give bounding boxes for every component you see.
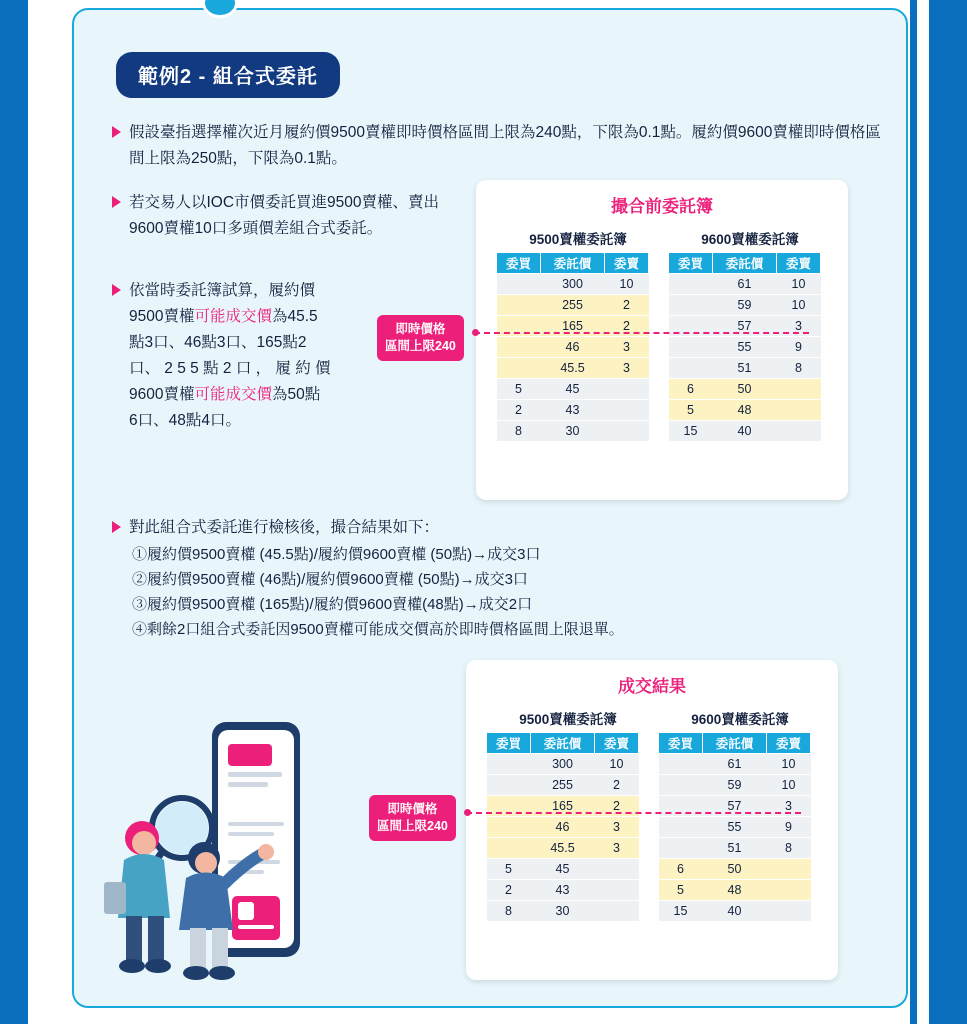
book-right-title-result: 9600賣權委託簿	[691, 712, 789, 727]
cell-price: 40	[713, 421, 777, 442]
cell-buy: 6	[669, 379, 713, 400]
table-row	[669, 337, 821, 358]
cell-sell	[605, 400, 649, 421]
cell-price: 45.5	[531, 838, 595, 859]
table-row	[659, 859, 811, 880]
cell-buy	[669, 337, 713, 358]
cell-price: 46	[531, 817, 595, 838]
cell-buy: 5	[497, 379, 541, 400]
col-header-price: 委託價	[713, 253, 777, 274]
cell-buy	[497, 337, 541, 358]
cell-sell	[767, 901, 811, 922]
bullet3-seg-6: 口、 2 5 5 點 2 口 ， 履 約 價	[129, 360, 331, 377]
bullet-item-2	[112, 190, 442, 242]
section-title: 範例2 - 組合式委託	[116, 52, 340, 98]
cell-buy: 5	[487, 859, 531, 880]
bullet3-seg-3: 可能成交價	[194, 308, 272, 325]
cell-price: 48	[703, 880, 767, 901]
cell-sell	[767, 859, 811, 880]
table-row	[487, 859, 639, 880]
cell-price: 46	[541, 337, 605, 358]
cell-sell	[777, 421, 821, 442]
cell-price: 45	[531, 859, 595, 880]
bullet-text-2: 若交易人以IOC市價委託買進9500賣權、賣出9600賣權10口多頭價差組合式委託。	[129, 194, 440, 237]
cell-buy	[497, 274, 541, 295]
cell-price: 43	[541, 400, 605, 421]
callout-line-1: 即時價格	[395, 322, 446, 336]
cell-buy: 15	[659, 901, 703, 922]
order-book-table-right-result	[658, 732, 811, 922]
table-row	[487, 901, 639, 922]
cell-sell	[767, 880, 811, 901]
cell-sell	[595, 859, 639, 880]
bullet-item-1	[112, 120, 887, 172]
bullet-text-1: 假設臺指選擇權次近月履約價9500賣權即時價格區間上限為240點，下限為0.1點。履約價9600賣權即時價格區間上限為250點，下限為0.1點。	[129, 124, 881, 167]
cell-sell: 10	[777, 295, 821, 316]
table-header-row	[669, 253, 821, 274]
table-row	[659, 817, 811, 838]
col-header-buy: 委買	[487, 733, 531, 754]
table-row	[497, 337, 649, 358]
table-row	[659, 754, 811, 775]
callout-dashed-line-bottom	[466, 812, 801, 814]
cell-sell: 3	[595, 817, 639, 838]
cell-sell: 8	[767, 838, 811, 859]
bullet3-seg-10: 6口、48點4口。	[129, 412, 241, 429]
triangle-bullet-icon	[112, 126, 121, 138]
table-row	[669, 400, 821, 421]
col-header-price: 委託價	[531, 733, 595, 754]
left-white-gap	[28, 0, 38, 1024]
cell-price: 55	[703, 817, 767, 838]
order-book-table-left-before	[496, 252, 649, 442]
cell-price: 45	[541, 379, 605, 400]
table-row	[487, 838, 639, 859]
cell-sell	[595, 901, 639, 922]
right-blue-rail-thin	[910, 0, 917, 1024]
cell-price: 59	[703, 775, 767, 796]
list-item: ①履約價9500賣權 (45.5點)/履約價9600賣權 (50點)→成交3口	[132, 546, 541, 563]
table-row	[487, 817, 639, 838]
table-row	[497, 295, 649, 316]
col-header-sell: 委賣	[605, 253, 649, 274]
cell-buy: 8	[497, 421, 541, 442]
cell-sell: 3	[777, 316, 821, 337]
book-right-title-before: 9600賣權委託簿	[701, 232, 799, 247]
cell-sell: 2	[605, 316, 649, 337]
table-row	[497, 274, 649, 295]
cell-sell: 2	[595, 775, 639, 796]
cell-sell: 2	[605, 295, 649, 316]
table-row	[497, 379, 649, 400]
cell-price: 51	[703, 838, 767, 859]
cell-price: 59	[713, 295, 777, 316]
match-result-list	[132, 542, 624, 642]
bullet-text-4: 對此組合式委託進行檢核後，撮合結果如下：	[129, 519, 440, 536]
table-body-right-before	[669, 274, 821, 442]
list-item: ④剩餘2口組合式委託因9500賣權可能成交價高於即時價格區間上限退單。	[132, 621, 624, 638]
col-header-price: 委託價	[541, 253, 605, 274]
list-item: ③履約價9500賣權 (165點)/履約價9600賣權(48點)→成交2口	[132, 596, 533, 613]
cell-price: 50	[703, 859, 767, 880]
triangle-bullet-icon	[112, 284, 121, 296]
cell-sell: 9	[767, 817, 811, 838]
cell-buy	[659, 775, 703, 796]
cell-buy	[659, 817, 703, 838]
callout-line-2: 區間上限240	[385, 339, 456, 353]
cell-price: 50	[713, 379, 777, 400]
cell-sell: 3	[767, 796, 811, 817]
bullet3-seg-1: 依當時委託簿試算，履約價	[129, 282, 316, 299]
price-limit-callout-top	[377, 315, 464, 361]
cell-price: 45.5	[541, 358, 605, 379]
cell-sell: 8	[777, 358, 821, 379]
table-row	[497, 358, 649, 379]
panel-title-before: 撮合前委託簿	[611, 197, 713, 216]
bullet3-seg-2: 9500賣權	[129, 308, 195, 325]
cell-buy	[659, 838, 703, 859]
cell-price: 300	[531, 754, 595, 775]
table-row	[487, 754, 639, 775]
order-book-panel-result	[466, 660, 838, 980]
cell-sell	[777, 379, 821, 400]
cell-buy: 15	[669, 421, 713, 442]
table-row	[669, 274, 821, 295]
top-circle-decoration	[202, 0, 238, 18]
right-blue-rail	[929, 0, 967, 1024]
cell-buy: 5	[669, 400, 713, 421]
panel-title-result: 成交結果	[618, 677, 686, 696]
cell-price: 255	[531, 775, 595, 796]
cell-sell: 2	[595, 796, 639, 817]
col-header-sell: 委賣	[595, 733, 639, 754]
cell-price: 57	[703, 796, 767, 817]
left-blue-rail	[0, 0, 28, 1024]
table-row	[669, 358, 821, 379]
table-header-row	[487, 733, 639, 754]
cell-sell: 9	[777, 337, 821, 358]
table-row	[497, 421, 649, 442]
cell-price: 165	[531, 796, 595, 817]
cell-price: 48	[713, 400, 777, 421]
triangle-bullet-icon	[112, 196, 121, 208]
callout-dashed-line-top	[474, 332, 809, 334]
cell-sell: 10	[767, 775, 811, 796]
cell-buy	[487, 838, 531, 859]
cell-price: 51	[713, 358, 777, 379]
cell-sell: 10	[595, 754, 639, 775]
bullet3-seg-7: 9600賣權	[129, 386, 195, 403]
table-row	[659, 901, 811, 922]
col-header-buy: 委買	[669, 253, 713, 274]
cell-buy: 5	[659, 880, 703, 901]
cell-buy: 8	[487, 901, 531, 922]
callout-line-1: 即時價格	[387, 802, 438, 816]
cell-buy	[487, 775, 531, 796]
table-row	[487, 775, 639, 796]
cell-buy: 6	[659, 859, 703, 880]
bullet-text-3	[129, 278, 331, 434]
cell-price: 43	[531, 880, 595, 901]
cell-buy: 2	[487, 880, 531, 901]
cell-sell: 10	[777, 274, 821, 295]
table-row	[497, 400, 649, 421]
price-limit-callout-bottom	[369, 795, 456, 841]
bullet-item-4	[112, 515, 572, 541]
cell-sell: 10	[767, 754, 811, 775]
table-row	[669, 421, 821, 442]
cell-price: 165	[541, 316, 605, 337]
table-row	[659, 838, 811, 859]
cell-price: 61	[703, 754, 767, 775]
col-header-sell: 委賣	[767, 733, 811, 754]
cell-buy	[487, 817, 531, 838]
book-left-title-before: 9500賣權委託簿	[529, 232, 627, 247]
cell-sell	[777, 400, 821, 421]
people-illustration	[104, 710, 374, 980]
table-row	[659, 775, 811, 796]
cell-price: 57	[713, 316, 777, 337]
col-header-buy: 委買	[497, 253, 541, 274]
table-body-left-before	[497, 274, 649, 442]
cell-price: 30	[531, 901, 595, 922]
table-row	[487, 880, 639, 901]
cell-price: 61	[713, 274, 777, 295]
bullet3-seg-5: 點3口、46點3口、165點2	[129, 334, 307, 351]
table-body-right-result	[659, 754, 811, 922]
callout-dot-top	[472, 329, 479, 336]
triangle-bullet-icon	[112, 521, 121, 533]
bullet3-seg-9: 為50點	[272, 386, 321, 403]
cell-buy	[669, 295, 713, 316]
cell-price: 255	[541, 295, 605, 316]
order-book-panel-before	[476, 180, 848, 500]
callout-line-2: 區間上限240	[377, 819, 448, 833]
col-header-buy: 委買	[659, 733, 703, 754]
bullet3-seg-4: 為45.5	[272, 308, 318, 325]
cell-sell: 3	[605, 358, 649, 379]
cell-price: 30	[541, 421, 605, 442]
book-left-title-result: 9500賣權委託簿	[519, 712, 617, 727]
table-body-left-result	[487, 754, 639, 922]
list-item: ②履約價9500賣權 (46點)/履約價9600賣權 (50點)→成交3口	[132, 571, 528, 588]
cell-sell	[605, 379, 649, 400]
cell-buy	[487, 754, 531, 775]
col-header-price: 委託價	[703, 733, 767, 754]
cell-price: 55	[713, 337, 777, 358]
right-white-gap	[917, 0, 929, 1024]
table-row	[669, 379, 821, 400]
table-header-row	[497, 253, 649, 274]
cell-sell: 3	[595, 838, 639, 859]
order-book-table-right-before	[668, 252, 821, 442]
table-header-row	[659, 733, 811, 754]
cell-sell: 3	[605, 337, 649, 358]
cell-buy	[669, 358, 713, 379]
cell-buy	[669, 274, 713, 295]
cell-buy	[497, 358, 541, 379]
cell-sell: 10	[605, 274, 649, 295]
bullet3-seg-8: 可能成交價	[194, 386, 272, 403]
cell-sell	[595, 880, 639, 901]
col-header-sell: 委賣	[777, 253, 821, 274]
order-book-table-left-result	[486, 732, 639, 922]
cell-buy	[659, 754, 703, 775]
cell-price: 300	[541, 274, 605, 295]
cell-buy	[497, 295, 541, 316]
cell-sell	[605, 421, 649, 442]
callout-dot-bottom	[464, 809, 471, 816]
table-row	[659, 880, 811, 901]
cell-price: 40	[703, 901, 767, 922]
cell-buy: 2	[497, 400, 541, 421]
content-card	[72, 8, 908, 1008]
table-row	[669, 295, 821, 316]
